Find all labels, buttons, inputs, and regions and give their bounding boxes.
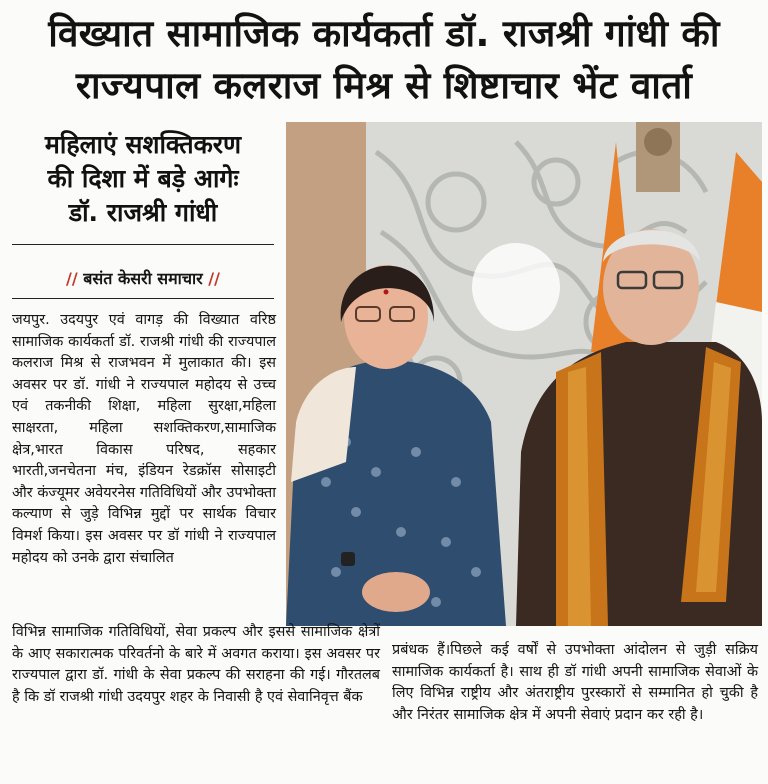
photo-illustration [286,122,762,626]
headline [0,0,768,118]
subheadline-line-1: महिलाएं सशक्तिकरण [44,130,242,159]
subheadline [12,128,274,230]
headline-line-1: विख्यात सामाजिक कार्यकर्ता डॉ. राजश्री गांधी की [48,12,720,55]
article-photo [286,122,762,626]
divider-bottom [12,298,274,299]
byline: // बसंत केसरी समाचार // [66,269,220,288]
article-paragraph-2: विभिन्न सामाजिक गतिविधियों, सेवा प्रकल्प और इससे सामाजिक क्षेत्रों के आए सकारात्मक परिवर्तनो के बारे में अवगत कराया। इस अवसर पर राज्यपाल द्वारा डॉ. गांधी के सेवा प्रकल्प की सराहना की गई। गौरतलब है कि डॉ राजश्री गांधी उदयपुर शहर के निवासी है एवं सेवानिवृत्त बैंक [12,624,380,705]
article-paragraph-3: प्रबंधक हैं।पिछले कई वर्षों से उपभोक्ता आंदोलन से जुड़ी सक्रिय सामाजिक कार्यकर्ता है। साथ ही डॉ गांधी अपनी सामाजिक सेवाओं के लिए विभिन्न राष्ट्रीय और अंतराष्ट्रीय पुरस्कारों से सम्मानित हो चुकी है और निरंतर सामाजिक क्षेत्र में अपनी सेवाएं प्रदान कर रही है। [392,642,758,723]
subheadline-line-3: डॉ. राजश्री गांधी [68,198,218,227]
article-column-1 [12,310,276,569]
article-paragraph-1: जयपुर. उदयपुर एवं वागड़ की विख्यात वरिष्ठ सामाजिक कार्यकर्ता डॉ. राजश्री गांधी की राज्यपाल कलराज मिश्र से राजभवन में मुलाकात की। इस अवसर पर डॉ. गांधी ने राज्यपाल महोदय से उच्च एवं तकनीकी शिक्षा, महिला सुरक्षा,महिला साक्षरता, महिला सशक्तिकरण,सामाजिक क्षेत्र,भारत विकास परिषद, सहकार भारती,जनचेतना मंच, इंडियन रेडक्रॉस सोसाइटी और कंज्यूमर अवेयरनेस गतिविधियों और उपभोक्ता कल्याण से जुड़े विभिन्न मुद्दों पर सार्थक विचार विमर्श किया। इस अवसर पर डॉ गांधी ने राज्यपाल महोदय को उनके द्वारा संचालित [12,312,276,566]
article-column-1-continued [12,622,380,708]
article-column-2 [392,640,758,726]
byline-text: बसंत केसरी समाचार [83,269,203,288]
subheadline-line-2: की दिशा में बड़े आगेः [47,164,239,193]
divider-top [12,244,274,245]
headline-line-2: राज्यपाल कलराज मिश्र से शिष्टाचार भेंट वार्ता [75,64,693,107]
